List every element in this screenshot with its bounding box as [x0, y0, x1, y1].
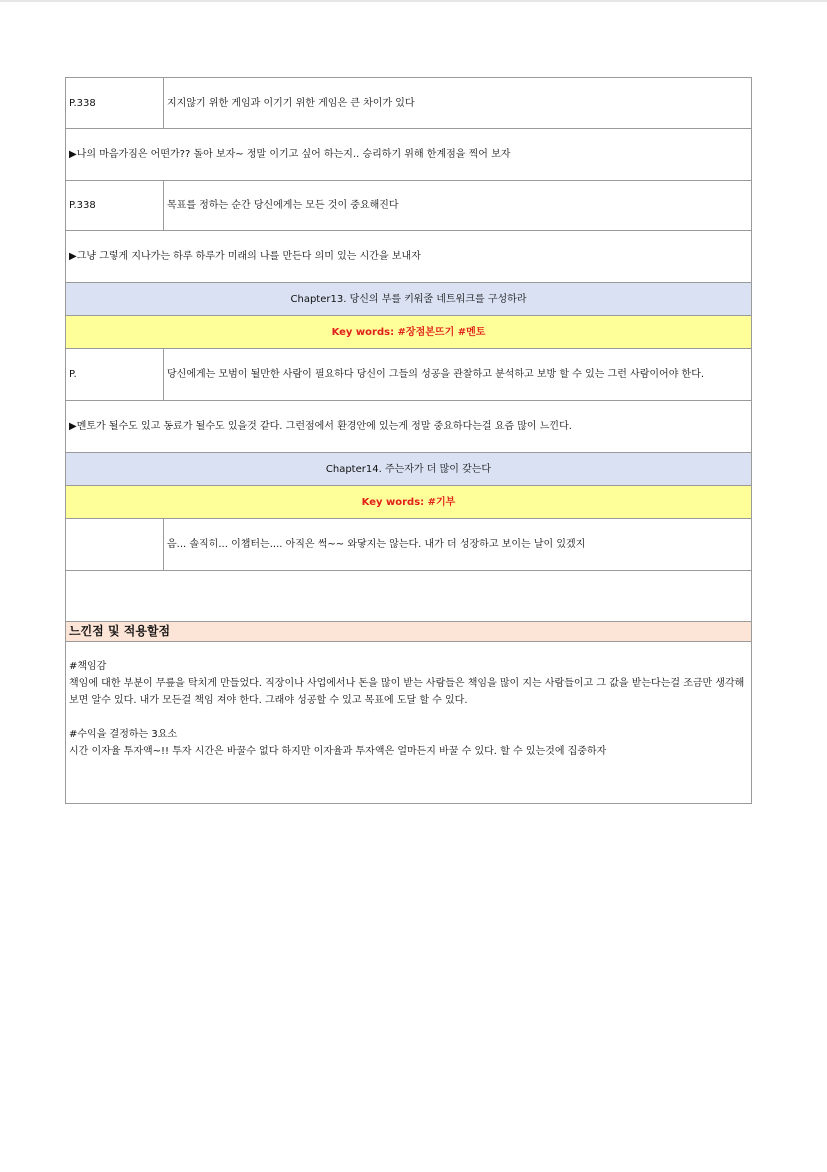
paragraph-body: 시간 이자율 투자액~!! 투자 시간은 바꿀수 없다 하지만 이자율과 투자액은 얼마든지 바꿀 수 있다. 할 수 있는것에 집중하자 — [69, 746, 607, 757]
chapter-14-header — [66, 453, 751, 486]
table-row — [66, 129, 751, 181]
empty-row — [66, 571, 751, 621]
quote-text: 당신에게는 모범이 될만한 사람이 필요하다 당신이 그들의 성공을 관찰하고 분석하고 보방 할 수 있는 그런 사람이어야 한다. — [167, 369, 705, 380]
quote-text: 음... 솔직히... 이챕터는.... 아직은 썩~~ 와닿지는 않는다. 내가 더 성장하고 보이는 날이 있겠지 — [167, 539, 586, 550]
table-row — [66, 78, 751, 129]
reflection-body — [66, 642, 751, 804]
page-ref: P. — [66, 349, 164, 400]
paragraph-body: 책임에 대한 부분이 무릎을 탁치게 만들었다. 직장이나 사업에서나 돈을 많이 받는 사람들은 책임을 많이 지는 사람들이고 그 값을 받는다는걸 조금만 생각해 보면 알수 있다. 내가 모든걸 책임 져야 한다. 그래야 성공할 수 있고 목표에 도달 할 수 있다. — [69, 678, 745, 706]
paragraph-gap — [69, 709, 748, 726]
document-table — [65, 77, 752, 804]
quote-text: 목표를 정하는 순간 당신에게는 모든 것이 중요해진다 — [167, 200, 399, 211]
page-ref: P.338 — [66, 181, 164, 230]
quote-text: 지지않기 위한 게임과 이기기 위한 게임은 큰 차이가 있다 — [167, 97, 415, 109]
page-top-border — [0, 0, 827, 2]
chapter-13-keywords — [66, 316, 751, 349]
note-text: ▶그냥 그렇게 지나가는 하루 하루가 미래의 나를 만든다 의미 있는 시간을 보내자 — [69, 251, 421, 262]
chapter-title: Chapter13. 당신의 부를 키워줄 네트워크를 구성하라 — [290, 293, 527, 305]
table-row — [66, 401, 751, 453]
section-title: 느낀점 및 적용할점 — [69, 624, 171, 638]
chapter-13-header — [66, 283, 751, 316]
reflection-header — [66, 621, 751, 642]
keywords-text: Key words: #기부 — [361, 496, 456, 508]
note-text: ▶나의 마음가짐은 어떤가?? 돌아 보자~ 정말 이기고 싶어 하는지.. 승리하기 위해 한계점을 찍어 보자 — [69, 149, 511, 160]
note-text: ▶멘토가 될수도 있고 동료가 될수도 있을것 같다. 그런점에서 환경안에 있는게 정말 중요하다는걸 요즘 많이 느낀다. — [69, 421, 572, 432]
keywords-text: Key words: #장점본뜨기 #멘토 — [331, 326, 486, 338]
page-ref: P.338 — [66, 78, 164, 128]
page-ref — [66, 519, 164, 570]
table-row — [66, 231, 751, 283]
paragraph-title: #수익을 결정하는 3요소 — [69, 729, 178, 740]
chapter-14-keywords — [66, 486, 751, 519]
paragraph-title: #책임감 — [69, 661, 107, 672]
table-row — [66, 519, 751, 571]
chapter-title: Chapter14. 주는자가 더 많이 갖는다 — [325, 463, 492, 475]
table-row — [66, 181, 751, 231]
table-row — [66, 349, 751, 401]
